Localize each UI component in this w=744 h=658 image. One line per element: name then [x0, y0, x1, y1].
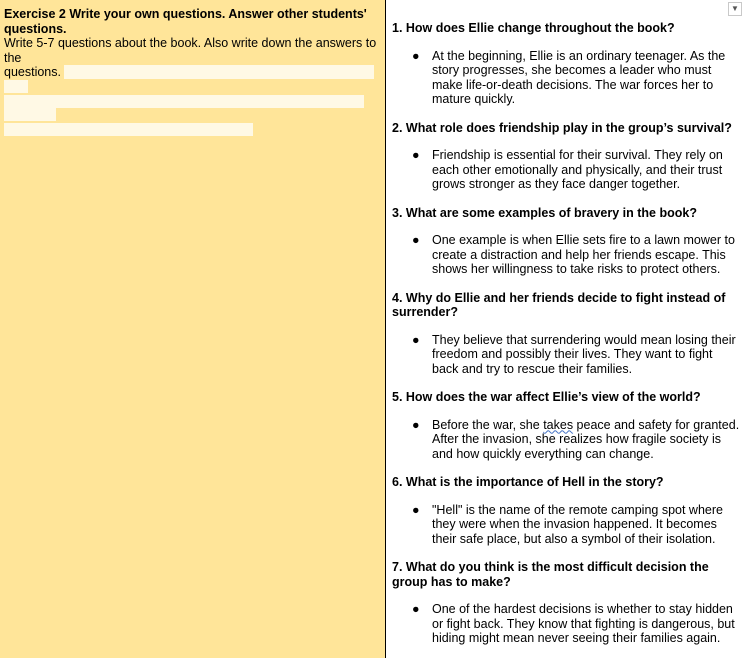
redacted-block: [4, 95, 364, 108]
spellcheck-word[interactable]: takes: [543, 417, 574, 432]
redacted-block: [4, 123, 253, 136]
answer-4: ● They believe that surrendering would mean losing their freedom and possibly their lives. They want to fight back and try to rescue their families.: [412, 332, 736, 376]
bullet-icon: ●: [412, 48, 420, 63]
answers-cell[interactable]: [386, 0, 744, 658]
question-6: 6. What is the importance of Hell in the story?: [392, 475, 664, 489]
redacted-block: [4, 108, 56, 121]
bullet-icon: ●: [412, 502, 420, 517]
question-2: 2. What role does friendship play in the group’s survival?: [392, 120, 732, 135]
exercise-instruction-cont: questions.: [4, 65, 61, 79]
question-1: 1. How does Ellie change throughout the book?: [392, 21, 675, 35]
redacted-block: [4, 80, 28, 93]
answer-6: ● "Hell" is the name of the remote camping spot where they were when the invasion happened. It becomes their safe place, but also a symbol of their isolation.: [412, 502, 723, 546]
answer-5: ● Before the war, she takes peace and safety for granted. After the invasion, she realizes how fragile society is and how quickly everything can change.: [412, 417, 740, 461]
bullet-icon: ●: [412, 417, 420, 432]
exercise-title: Exercise 2 Write your own questions. Answer other students' questions.: [4, 7, 367, 36]
question-5: 5. How does the war affect Ellie’s view of the world?: [392, 390, 701, 404]
redacted-block: [64, 65, 374, 79]
bullet-icon: ●: [412, 602, 420, 616]
bullet-icon: ●: [412, 233, 420, 247]
answer-2: ● Friendship is essential for their survival. They rely on each other emotionally and physically, and their trust grows stronger as they face danger together.: [412, 148, 723, 191]
bullet-icon: ●: [412, 148, 420, 162]
answer-7: ● One of the hardest decisions is whether to stay hidden or fight back. They know that fighting is dangerous, but hiding might mean never seeing their families again.: [412, 602, 735, 645]
answer-3: ● One example is when Ellie sets fire to a lawn mower to create a distraction and help her friends escape. This shows her willingness to take risks to protect others.: [412, 233, 735, 276]
question-7: 7. What do you think is the most difficult decision the group has to make?: [392, 560, 709, 589]
answer-1: ● At the beginning, Ellie is an ordinary teenager. As the story progresses, she becomes a leader who must make life-or-death decisions. The war forces her to mature quickly.: [412, 48, 726, 106]
bullet-icon: ●: [412, 332, 420, 347]
chevron-down-icon[interactable]: ▼: [728, 2, 742, 16]
exercise-instruction: Write 5-7 questions about the book. Also write down the answers to the: [4, 36, 377, 65]
question-3: 3. What are some examples of bravery in the book?: [392, 205, 697, 220]
question-4: 4. Why do Ellie and her friends decide to fight instead of surrender?: [392, 290, 726, 319]
